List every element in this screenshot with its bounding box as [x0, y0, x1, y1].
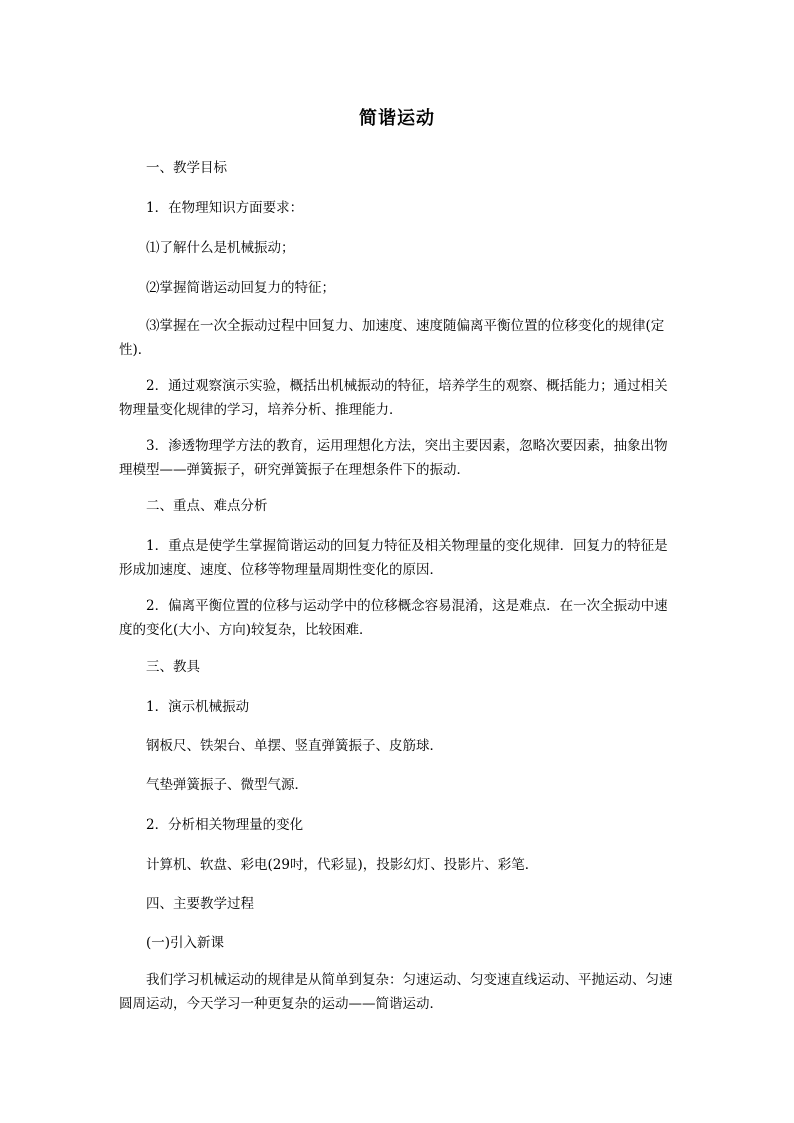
document-title: 简谐运动 [359, 108, 435, 129]
paragraph-observation-ability: 2．通过观察演示实验，概括出机械振动的特征，培养学生的观察、概括能力；通过相关物理量变化规律的学习，培养分析、推理能力． [119, 378, 668, 418]
paragraph-item-2: ⑵掌握简谐运动回复力的特征； [146, 280, 335, 296]
paragraph-analyze-quantities: 2．分析相关物理量的变化 [146, 817, 304, 833]
heading-main-process: 四、主要教学过程 [146, 896, 254, 912]
paragraph-computer-equipment: 计算机、软盘、彩电(29吋，代彩显)，投影幻灯、投影片、彩笔． [146, 857, 539, 873]
paragraph-demo-equipment: 钢板尺、铁架台、单摆、竖直弹簧振子、皮筋球． [146, 738, 443, 754]
paragraph-item-3: ⑶掌握在一次全振动过程中回复力、加速度、速度随偏离平衡位置的位移变化的规律(定性)． [119, 318, 665, 358]
paragraph-introduce-lesson: (一)引入新课 [146, 935, 225, 951]
paragraph-item-1: ⑴了解什么是机械振动； [146, 240, 295, 256]
paragraph-difficult-point: 2．偏离平衡位置的位移与运动学中的位移概念容易混淆，这是难点．在一次全振动中速度的变化(大小、方向)较复杂，比较困难． [119, 598, 668, 638]
heading-teaching-aids: 三、教具 [146, 659, 200, 675]
heading-key-difficult-points: 二、重点、难点分析 [146, 498, 268, 514]
paragraph-demo-vibration: 1．演示机械振动 [146, 699, 250, 715]
heading-teaching-goals: 一、教学目标 [146, 160, 227, 176]
paragraph-physics-methods: 3．渗透物理学方法的教育，运用理想化方法，突出主要因素，忽略次要因素，抽象出物理模型——弹簧振子，研究弹簧振子在理想条件下的振动． [119, 438, 668, 478]
paragraph-knowledge-requirements: 1．在物理知识方面要求： [146, 200, 304, 216]
paragraph-lesson-intro-text: 我们学习机械运动的规律是从简单到复杂：匀速运动、匀变速直线运动、平抛运动、匀速圆周运动，今天学习一种更复杂的运动——简谐运动． [119, 972, 673, 1012]
paragraph-key-point: 1．重点是使学生掌握简谐运动的回复力特征及相关物理量的变化规律．回复力的特征是形成加速度、速度、位移等物理量周期性变化的原因． [119, 538, 668, 578]
paragraph-air-cushion: 气垫弹簧振子、微型气源． [146, 777, 308, 793]
